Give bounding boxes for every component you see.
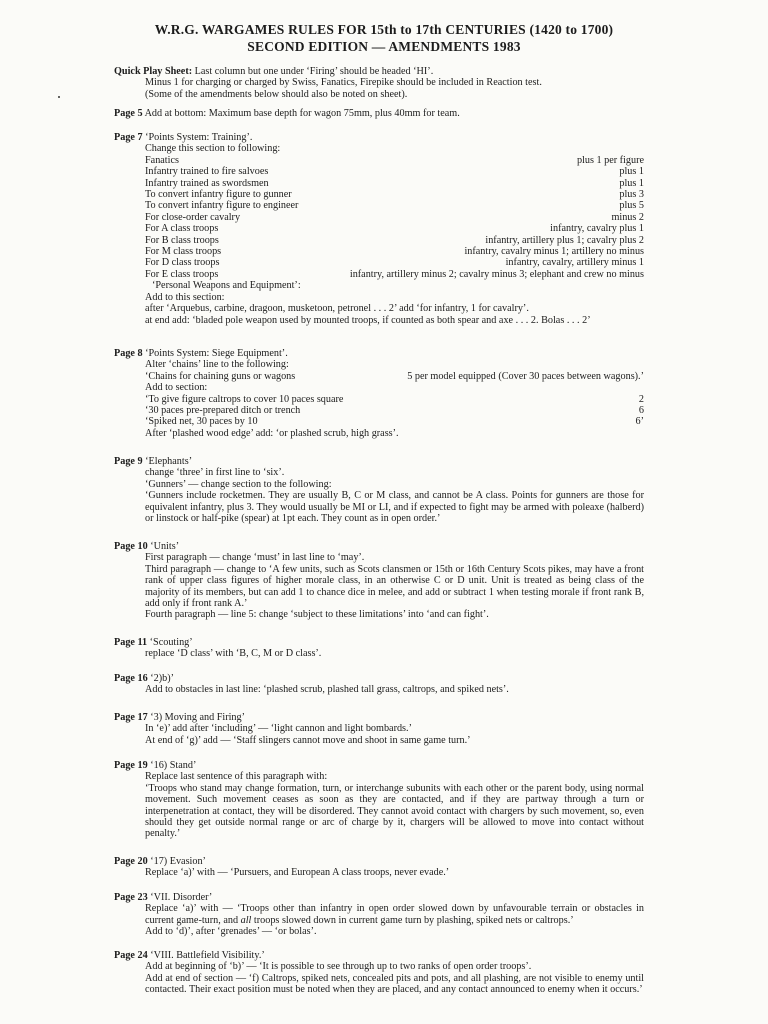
row-value: infantry, cavalry, artillery minus 1 (505, 257, 644, 269)
page10-line-1: First paragraph — change ‘must’ in last line to ‘may’. (145, 552, 365, 564)
table-row (114, 155, 644, 166)
row-item: Infantry trained as swordsmen (145, 177, 269, 189)
page10-line-3: Fourth paragraph — line 5: change ‘subject to these limitations’ into ‘and can fight’. (145, 609, 489, 621)
row-value: plus 5 (619, 200, 644, 212)
page24-line-1: Add at beginning of ‘b)’ — ‘It is possible to see through up to two ranks of open order troops’. (145, 961, 532, 973)
page20-entry (114, 856, 644, 879)
page19-heading: ‘16) Stand’ (150, 760, 197, 771)
page7-label: Page 7 (114, 132, 143, 143)
quick-play-line-3: (Some of the amendments below should also be noted on sheet). (145, 88, 408, 100)
page7-heading: ‘Points System: Training’. (145, 132, 253, 143)
row-item: To convert infantry figure to gunner (145, 189, 292, 201)
page23-paragraph (114, 903, 644, 926)
row-value: 6 (638, 405, 644, 417)
row-item: For D class troops (145, 257, 220, 269)
page19-entry (114, 760, 644, 840)
page8-chains-value: 5 per model equipped (Cover 30 paces between wagons).’ (407, 370, 644, 382)
table-row (114, 405, 644, 416)
page23-label: Page 23 (114, 892, 148, 903)
table-row (114, 235, 644, 246)
page8-label: Page 8 (114, 348, 143, 359)
page16-heading: ‘2)b)’ (150, 673, 174, 684)
page8-table (114, 394, 644, 428)
page8-chains-row (114, 371, 644, 382)
page7-add: Add to this section: (145, 291, 225, 303)
page19-line-1: Replace last sentence of this paragraph with: (145, 771, 328, 783)
page19-paragraph: ‘Troops who stand may change formation, turn, or interchange subunits with each other or the parent body, using normal movement. Such movement ceases as soon as they are contacted, and if they are partway through a turn or interpenetration at contact, they will be disordered. They cannot avoid contact with chargers by such movement, so, even should they get outside normal range or arc of charge by it, chargers will be allowed to move into contact without penalty.’ (145, 782, 644, 840)
page8-chains-item: ‘Chains for chaining guns or wagons (145, 370, 296, 382)
page24-entry (114, 950, 644, 996)
page7-end: at end add: ‘bladed pole weapon used by mounted troops, if counted as both spear and axe . . . 2. Bolas . . . 2’ (145, 314, 591, 326)
page23-para-a: Replace ‘a)’ with — ‘Troops other than infantry in open order slowed down by unfavourable terrain or obstacles in current game-turn, and (145, 903, 644, 926)
page7-table (114, 155, 644, 280)
row-value: infantry, artillery plus 1; cavalry plus 2 (485, 234, 644, 246)
row-item: Infantry trained to fire salvoes (145, 166, 269, 178)
row-value: 6’ (635, 416, 644, 428)
page5-entry (114, 108, 644, 119)
page17-line-1: In ‘e)’ add after ‘including’ — ‘light cannon and light bombards.’ (145, 723, 412, 735)
page17-heading: ‘3) Moving and Firing’ (150, 712, 246, 723)
quick-play-label: Quick Play Sheet: (114, 66, 193, 77)
row-item: For close-order cavalry (145, 211, 241, 223)
row-item: Fanatics (145, 154, 179, 166)
page20-text: Replace ‘a)’ with — ‘Pursuers, and European A class troops, never evade.’ (145, 867, 450, 879)
table-row (114, 189, 644, 200)
page7-after: after ‘Arquebus, carbine, dragoon, musketoon, petronel . . . 2’ add ‘for infantry, 1 for cavalry’. (145, 303, 529, 315)
row-value: infantry, cavalry minus 1; artillery no minus (464, 246, 644, 258)
page24-heading: ‘VIII. Battlefield Visibility.’ (150, 950, 265, 961)
row-value: plus 1 (619, 166, 644, 178)
page11-heading: ‘Scouting’ (149, 637, 193, 648)
page17-entry (114, 712, 644, 746)
page24-paragraph: Add at end of section — ‘f) Caltrops, spiked nets, concealed pits and pots, and all plashing, are not visible to enemy until contacted. Their exact position must be noted when they are placed, and any contact announced to enemy when it occurs.’ (145, 972, 644, 996)
row-value: infantry, cavalry plus 1 (550, 223, 644, 235)
page10-heading: ‘Units’ (150, 541, 180, 552)
page9-heading: ‘Elephants’ (145, 456, 193, 467)
row-item: For E class troops (145, 268, 219, 280)
row-item: For B class troops (145, 234, 219, 246)
page9-line-1: change ‘three’ in first line to ‘six’. (145, 467, 285, 479)
row-value: plus 3 (619, 189, 644, 201)
table-row (114, 394, 644, 405)
page5-text: Add at bottom: Maximum base depth for wagon 75mm, plus 40mm for team. (144, 108, 460, 119)
page23-para-b: troops slowed down in current game turn by plashing, spiked nets or caltrops.’ (251, 914, 574, 926)
row-item: For M class troops (145, 246, 222, 258)
page19-label: Page 19 (114, 760, 148, 771)
page23-para-all: all (240, 914, 252, 926)
table-row (114, 246, 644, 257)
row-value: plus 1 per figure (576, 154, 644, 166)
page5-label: Page 5 (114, 108, 143, 119)
table-row (114, 257, 644, 268)
page20-label: Page 20 (114, 856, 148, 867)
row-value: infantry, artillery minus 2; cavalry minus 3; elephant and crew no minus (349, 268, 644, 280)
page20-heading: ‘17) Evasion’ (150, 856, 206, 867)
page23-line-2: Add to ‘d)’, after ‘grenades’ — ‘or bolas’. (145, 926, 317, 938)
page23-heading: ‘VII. Disorder’ (150, 892, 213, 903)
page11-text: replace ‘D class’ with ‘B, C, M or D class’. (145, 648, 322, 660)
page23-entry (114, 892, 644, 938)
page16-label: Page 16 (114, 673, 148, 684)
page7-intro: Change this section to following: (145, 143, 281, 155)
table-row (114, 269, 644, 280)
page17-line-2: At end of ‘g)’ add — ‘Staff slingers cannot move and shoot in same game turn.’ (145, 734, 471, 746)
page8-add: Add to section: (145, 382, 208, 394)
row-value: 2 (638, 393, 644, 405)
table-row (114, 178, 644, 189)
table-row (114, 416, 644, 427)
page10-label: Page 10 (114, 541, 148, 552)
table-row (114, 200, 644, 211)
page8-heading: ‘Points System: Siege Equipment’. (145, 348, 288, 359)
quick-play-line-1: Last column but one under ‘Firing’ should be headed ‘HI’. (194, 66, 434, 77)
page7-sub-heading: ‘Personal Weapons and Equipment’: (152, 280, 301, 292)
row-item: ‘30 paces pre-prepared ditch or trench (145, 405, 301, 417)
row-item: For A class troops (145, 223, 219, 235)
page10-entry (114, 541, 644, 621)
page9-entry (114, 456, 644, 524)
page10-paragraph: Third paragraph — change to ‘A few units, such as Scots clansmen or 15th or 16th Century Scots pikes, may have a front rank of upper class figures of higher morale class, in an otherwise C or D unit. Unit is treated as being class of the majority of its members, but can add 1 to chance dice in melee, and add or subtract 1 when testing morale if front rank B, add only if front rank A.’ (145, 563, 644, 610)
page9-line-2: ‘Gunners’ — change section to the following: (145, 478, 332, 490)
page24-label: Page 24 (114, 950, 148, 961)
table-row (114, 166, 644, 177)
table-row (114, 212, 644, 223)
row-item: ‘Spiked net, 30 paces by 10 (145, 416, 258, 428)
title-line-1: W.R.G. WARGAMES RULES FOR 15th to 17th CENTURIES (1420 to 1700) (154, 22, 614, 37)
page8-after: After ‘plashed wood edge’ add: ‘or plashed scrub, high grass’. (145, 427, 399, 439)
page17-label: Page 17 (114, 712, 148, 723)
title-line-2: SECOND EDITION — AMENDMENTS 1983 (247, 39, 521, 54)
page11-entry (114, 637, 644, 660)
page8-entry (114, 348, 644, 439)
page11-label: Page 11 (114, 637, 148, 648)
table-row (114, 223, 644, 234)
page9-paragraph: ‘Gunners include rocketmen. They are usually B, C or M class, and cannot be A class. Points for gunners are those for equivalent infantry, plus 3. They would usually be MI or LI, and if expected to fight may be armed with poleaxe (halberd) or linstock or half-pike (spear) at 1pt each. They count as in open order.’ (145, 490, 644, 525)
row-value: minus 2 (611, 211, 644, 223)
row-item: To convert infantry figure to engineer (145, 200, 299, 212)
speck (58, 96, 60, 98)
quick-play-line-2: Minus 1 for charging or charged by Swiss, Fanatics, Firepike should be included in Reaction test. (145, 77, 542, 89)
page7-entry (114, 132, 644, 326)
page16-entry (114, 673, 644, 696)
row-value: plus 1 (619, 177, 644, 189)
page16-text: Add to obstacles in last line: ‘plashed scrub, plashed tall grass, caltrops, and spiked nets’. (145, 684, 509, 696)
row-item: ‘To give figure caltrops to cover 10 paces square (145, 393, 344, 405)
page8-alter: Alter ‘chains’ line to the following: (145, 359, 289, 371)
page9-label: Page 9 (114, 456, 143, 467)
quick-play-entry (114, 66, 644, 100)
